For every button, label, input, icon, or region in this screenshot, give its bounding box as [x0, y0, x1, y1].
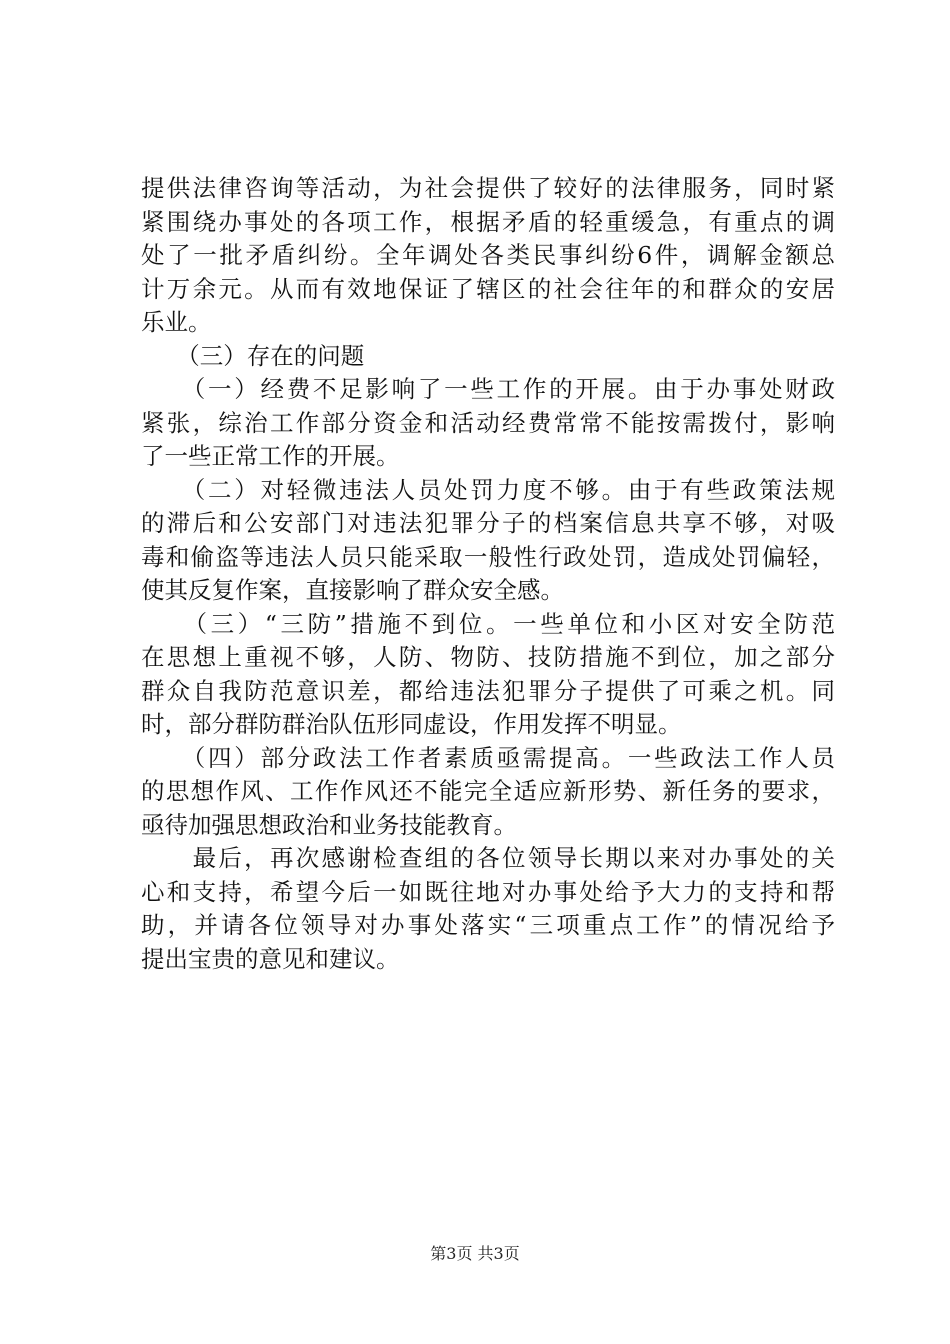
text-line: 最后，再次感谢检查组的各位领导长期以来对办事处的关 — [141, 844, 835, 872]
text-line: 亟待加强思想政治和业务技能教育。 — [141, 810, 517, 839]
text-line: （三）“三防”措施不到位。一些单位和小区对安全防范 — [141, 609, 835, 638]
text-line: （二）对轻微违法人员处罚力度不够。由于有些政策法规 — [141, 475, 835, 504]
text-line: 在思想上重视不够，人防、物防、技防措施不到位，加之部分 — [141, 643, 835, 671]
text-line: 的滞后和公安部门对违法犯罪分子的档案信息共享不够，对吸 — [141, 509, 835, 537]
text-line: 群众自我防范意识差，都给违法犯罪分子提供了可乘之机。同 — [141, 676, 835, 705]
text-line: （一）经费不足影响了一些工作的开展。由于办事处财政 — [141, 375, 835, 403]
text-line: 助，并请各位领导对办事处落实“三项重点工作”的情况给予 — [141, 911, 835, 939]
text-line: （四）部分政法工作者素质亟需提高。一些政法工作人员 — [141, 743, 835, 772]
text-line: 的思想作风、工作作风还不能完全适应新形势、新任务的要求， — [141, 777, 835, 805]
text-line: 使其反复作案，直接影响了群众安全感。 — [141, 576, 564, 604]
text-line: 毒和偷盗等违法人员只能采取一般性行政处罚，造成处罚偏轻， — [141, 542, 835, 571]
text-line: 心和支持，希望今后一如既往地对办事处给予大力的支持和帮 — [141, 877, 835, 906]
text-line: 了一些正常工作的开展。 — [141, 442, 400, 470]
text-line: 紧张，综治工作部分资金和活动经费常常不能按需拨付，影响 — [141, 408, 835, 437]
text-line: 紧围绕办事处的各项工作，根据矛盾的轻重缓急，有重点的调 — [141, 207, 835, 236]
page-footer: 第3页 共3页 — [430, 1244, 520, 1263]
text-line: 提供法律咨询等活动，为社会提供了较好的法律服务，同时紧 — [141, 174, 835, 202]
text-line: 处了一批矛盾纠纷。全年调处各类民事纠纷6件，调解金额总 — [141, 241, 835, 269]
document-body — [141, 172, 835, 976]
text-line: 提出宝贵的意见和建议。 — [141, 944, 400, 973]
text-line: 计万余元。从而有效地保证了辖区的社会往年的和群众的安居 — [141, 274, 835, 303]
text-line: 时，部分群防群治队伍形同虚设，作用发挥不明显。 — [141, 710, 682, 738]
text-line: 乐业。 — [141, 308, 212, 336]
text-line: （三）存在的问题 — [141, 341, 365, 370]
